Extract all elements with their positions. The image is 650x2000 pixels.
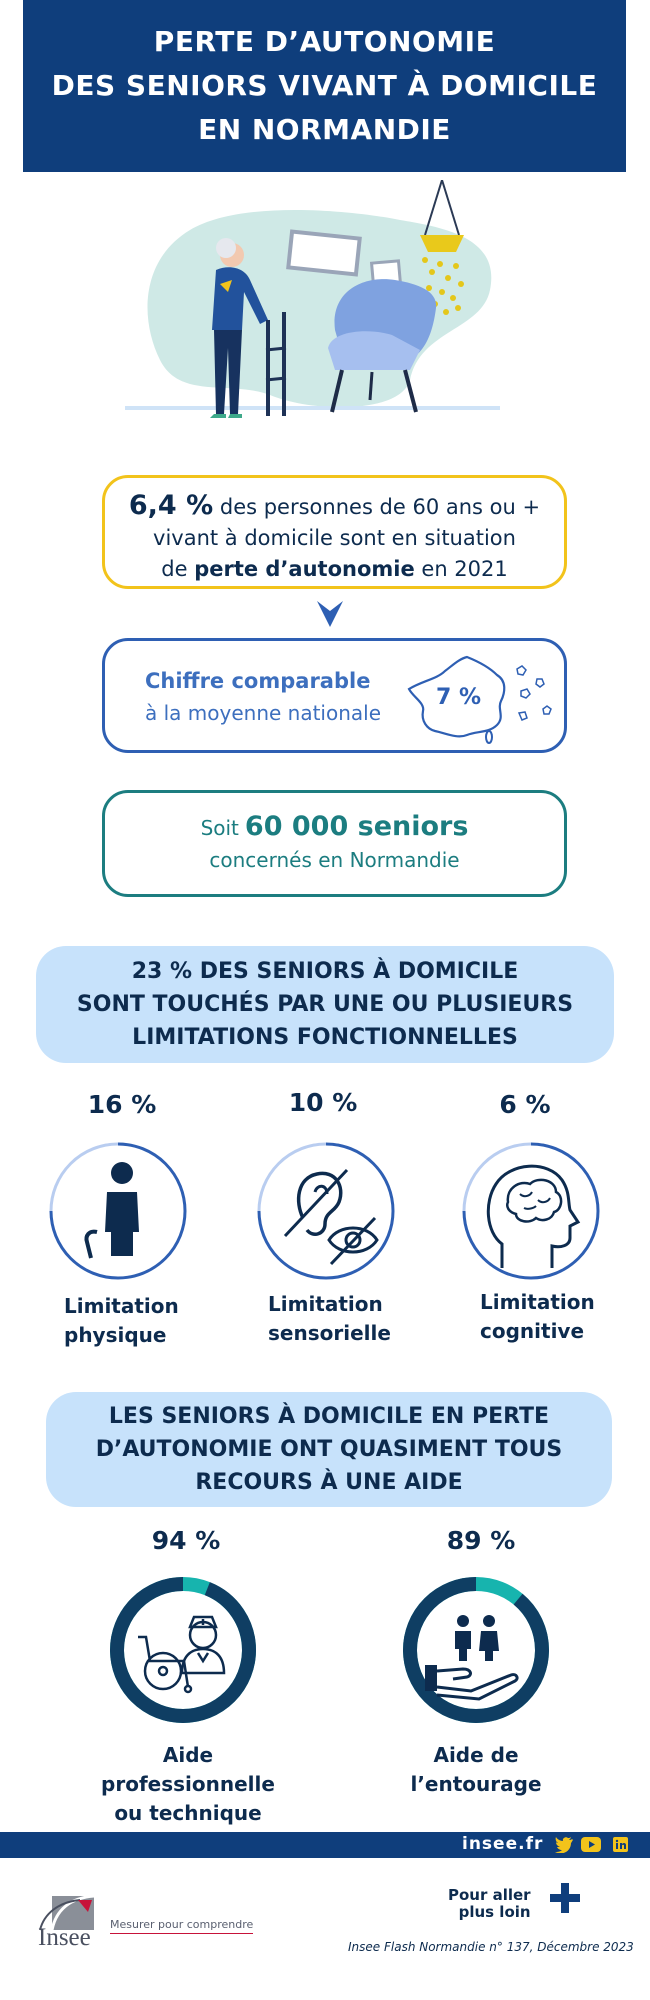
cognitive-limitation-label: [480, 1288, 595, 1346]
ring-fill: [117, 1584, 249, 1716]
physical-limitation-label: [64, 1292, 179, 1350]
sensory-limitation-percent: 10 %: [288, 1088, 358, 1117]
page-header: [23, 0, 626, 172]
national-percent: 7 %: [436, 685, 482, 710]
physical-label-line-1: Limitation: [64, 1294, 179, 1318]
footer-bar: [0, 1832, 650, 1858]
family-label-line-2: l’entourage: [410, 1772, 542, 1796]
count-prefix: Soit: [200, 816, 239, 840]
professional-aid-label: [78, 1741, 298, 1828]
ring-fill: [410, 1584, 542, 1716]
family-aid-ring: [401, 1575, 551, 1725]
autonomy-percent: 6,4 %: [128, 490, 214, 521]
autonomy-stat-box: [102, 475, 567, 589]
insee-logo-text: Insee: [38, 1924, 91, 1951]
chevron-down-icon: [315, 597, 345, 631]
more-line-1: Pour aller: [448, 1886, 531, 1904]
linkedin-icon[interactable]: [613, 1837, 628, 1852]
limitations-banner-line-1: 23 % DES SENIORS À DOMICILE: [131, 959, 519, 984]
limitations-banner-line-3: LIMITATIONS FONCTIONNELLES: [132, 1025, 518, 1050]
physical-limitation-percent: 16 %: [87, 1090, 157, 1119]
seniors-count: 60 000 seniors: [244, 811, 469, 842]
limitations-banner-line-2: SONT TOUCHÉS PAR UNE OU PLUSIEURS: [76, 992, 574, 1017]
senior-home-illustration: [120, 180, 520, 450]
aid-banner-line-3: RECOURS À UNE AIDE: [195, 1470, 463, 1495]
plus-icon[interactable]: [550, 1883, 580, 1913]
professional-label-line-2: ou technique: [114, 1801, 262, 1825]
cognitive-label-line-2: cognitive: [480, 1319, 585, 1343]
youtube-icon[interactable]: [581, 1837, 601, 1852]
family-label-line-1: Aide de: [433, 1743, 519, 1767]
stat-line-3-post: en 2021: [414, 557, 508, 581]
stat-line-1: des personnes de 60 ans ou +: [213, 495, 541, 519]
wheelchair-nurse-icon: [138, 1617, 224, 1692]
compare-subtitle: à la moyenne nationale: [145, 701, 382, 725]
limitations-banner: [36, 946, 614, 1063]
picture-frame-icon: [288, 232, 359, 275]
sensory-limitation-label: [268, 1290, 391, 1348]
sensory-label-line-2: sensorielle: [268, 1321, 391, 1345]
family-aid-label: [366, 1741, 586, 1799]
hand-people-icon: [425, 1615, 517, 1699]
cognitive-limitation-percent: 6 %: [499, 1090, 551, 1119]
title-line-3: EN NORMANDIE: [198, 113, 451, 146]
count-region-line: concernés en Normandie: [209, 848, 460, 872]
ear-eye-crossed-icon: [255, 1140, 397, 1282]
aid-banner: [46, 1392, 612, 1507]
title-line-2: DES SENIORS VIVANT À DOMICILE: [51, 69, 598, 102]
publication-reference: Insee Flash Normandie n° 137, Décembre 2023: [348, 1940, 634, 1954]
insee-tagline: Mesurer pour comprendre: [110, 1918, 253, 1934]
seniors-count-box: [102, 790, 567, 897]
professional-aid-ring: [108, 1575, 258, 1725]
aid-banner-line-2: D’AUTONOMIE ONT QUASIMENT TOUS: [95, 1437, 563, 1462]
more-line-2: plus loin: [458, 1903, 531, 1921]
title-line-1: PERTE D’AUTONOMIE: [153, 25, 496, 58]
professional-aid-percent: 94 %: [151, 1526, 221, 1555]
person-with-cane-icon: [47, 1140, 189, 1282]
sensory-label-line-1: Limitation: [268, 1292, 383, 1316]
head-brain-icon: [460, 1140, 602, 1282]
stat-line-3-bold: perte d’autonomie: [194, 557, 415, 581]
family-aid-percent: 89 %: [446, 1526, 516, 1555]
compare-title: Chiffre comparable: [145, 669, 371, 693]
physical-label-line-2: physique: [64, 1323, 167, 1347]
aid-banner-line-1: LES SENIORS À DOMICILE EN PERTE: [108, 1404, 550, 1429]
insee-site-link[interactable]: insee.fr: [462, 1834, 544, 1854]
professional-label-line-1: Aide professionnelle: [101, 1743, 275, 1796]
stat-line-3-pre: de: [161, 557, 195, 581]
more-info-link[interactable]: [448, 1887, 531, 1921]
twitter-icon[interactable]: [555, 1837, 573, 1853]
cognitive-label-line-1: Limitation: [480, 1290, 595, 1314]
compare-box: [102, 638, 567, 753]
stat-line-2: vivant à domicile sont en situation: [153, 526, 516, 550]
